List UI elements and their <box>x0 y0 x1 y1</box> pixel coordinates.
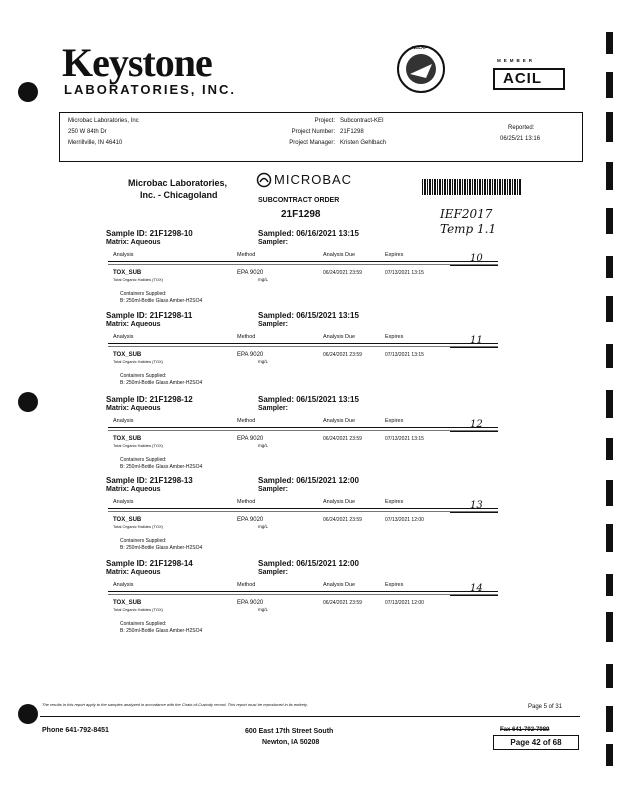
edge-tab <box>606 32 613 54</box>
analysis-due: 06/24/2021 23:59 <box>323 436 362 442</box>
handwritten-sample-mark: 13 <box>470 500 483 511</box>
analysis-description: Total Organic Halides (TOX) <box>113 607 163 612</box>
order-title: SUBCONTRACT ORDER <box>258 197 340 204</box>
col-expires: Expires <box>385 418 404 424</box>
container: B: 250ml-Bottle Glass Amber-H2SO4 <box>120 545 203 551</box>
col-expires: Expires <box>385 582 404 588</box>
edge-tab <box>606 112 613 142</box>
col-analysis-due: Analysis Due <box>323 252 356 258</box>
analysis-code: TOX_SUB <box>113 436 142 442</box>
analysis-due: 06/24/2021 23:59 <box>323 270 362 276</box>
col-method: Method <box>237 334 256 340</box>
nelap-seal-text: NELAP <box>412 45 428 50</box>
unit: mg/L <box>258 277 269 282</box>
footer-address-2: Newton, IA 50208 <box>262 739 320 746</box>
sample-id: Sample ID: 21F1298-13 <box>106 476 193 485</box>
edge-tab <box>606 344 613 368</box>
handwritten-underline <box>450 431 498 432</box>
expires: 07/13/2021 13:15 <box>385 352 424 358</box>
col-method: Method <box>237 418 256 424</box>
handwritten-underline <box>450 512 498 513</box>
expires: 07/13/2021 12:00 <box>385 600 424 606</box>
containers-label: Containers Supplied: <box>120 621 167 627</box>
col-expires: Expires <box>385 499 404 505</box>
footer-rule <box>40 716 580 717</box>
sampler: Sampler: <box>258 405 288 412</box>
project-number-label: Project Number: <box>291 129 335 135</box>
acil-badge-label: ACIL <box>503 70 542 87</box>
edge-tab <box>606 296 613 322</box>
col-method: Method <box>237 252 256 258</box>
containers-label: Containers Supplied: <box>120 373 167 379</box>
expires: 07/13/2021 13:15 <box>385 436 424 442</box>
edge-tab <box>606 706 613 732</box>
sample-id: Sample ID: 21F1298-14 <box>106 559 193 568</box>
header-rule <box>108 261 498 262</box>
analysis-code: TOX_SUB <box>113 270 142 276</box>
col-method: Method <box>237 499 256 505</box>
lab-name: Microbac Laboratories, Inc <box>68 118 139 124</box>
unit: mg/L <box>258 359 269 364</box>
col-analysis: Analysis <box>113 334 134 340</box>
col-analysis-due: Analysis Due <box>323 582 356 588</box>
container: B: 250ml-Bottle Glass Amber-H2SO4 <box>120 380 203 386</box>
page-box: Page 42 of 68 <box>493 735 579 750</box>
footer-fax: Fax 641-792-7989 <box>500 727 550 733</box>
analysis-description: Total Organic Halides (TOX) <box>113 277 163 282</box>
project-value: Subcontract-KEI <box>340 118 384 124</box>
matrix: Matrix: Aqueous <box>106 486 161 493</box>
analysis-description: Total Organic Halides (TOX) <box>113 443 163 448</box>
sampler: Sampler: <box>258 569 288 576</box>
containers-label: Containers Supplied: <box>120 457 167 463</box>
container: B: 250ml-Bottle Glass Amber-H2SO4 <box>120 464 203 470</box>
handwritten-sample-mark: 12 <box>470 419 483 430</box>
col-method: Method <box>237 582 256 588</box>
edge-tab <box>606 574 613 596</box>
project-manager-value: Kristen Gehlbach <box>340 140 387 146</box>
containers-label: Containers Supplied: <box>120 538 167 544</box>
header-rule <box>108 511 498 512</box>
edge-tab <box>606 612 613 642</box>
header-rule <box>108 343 498 344</box>
microbac-logo-icon <box>256 172 272 188</box>
col-analysis-due: Analysis Due <box>323 499 356 505</box>
analysis-code: TOX_SUB <box>113 352 142 358</box>
method: EPA 9020 <box>237 436 264 442</box>
method: EPA 9020 <box>237 352 264 358</box>
matrix: Matrix: Aqueous <box>106 321 161 328</box>
company-logo-subtitle: LABORATORIES, INC. <box>64 82 237 97</box>
sampled-date: Sampled: 06/15/2021 12:00 <box>258 559 359 568</box>
analysis-due: 06/24/2021 23:59 <box>323 517 362 523</box>
unit: mg/L <box>258 607 269 612</box>
handwritten-note-2: Temp 1.1 <box>440 222 497 236</box>
sampled-date: Sampled: 06/15/2021 13:15 <box>258 395 359 404</box>
reported-label: Reported: <box>508 125 535 131</box>
edge-tab <box>606 524 613 552</box>
binder-hole <box>18 392 38 412</box>
col-analysis-due: Analysis Due <box>323 334 356 340</box>
method: EPA 9020 <box>237 600 264 606</box>
col-expires: Expires <box>385 252 404 258</box>
edge-tab <box>606 744 613 766</box>
method: EPA 9020 <box>237 270 264 276</box>
handwritten-underline <box>450 265 498 266</box>
analysis-description: Total Organic Halides (TOX) <box>113 359 163 364</box>
analysis-due: 06/24/2021 23:59 <box>323 600 362 606</box>
sampler: Sampler: <box>258 321 288 328</box>
company-logo: Keystone <box>62 40 212 85</box>
col-expires: Expires <box>385 334 404 340</box>
acil-badge-top: MEMBER <box>497 58 535 63</box>
project-number-value: 21F1298 <box>340 129 364 135</box>
order-number: 21F1298 <box>281 209 321 220</box>
footer-phone: Phone 641-792-8451 <box>42 727 109 734</box>
report-header-box <box>59 112 583 162</box>
col-analysis: Analysis <box>113 499 134 505</box>
col-analysis: Analysis <box>113 252 134 258</box>
col-analysis: Analysis <box>113 582 134 588</box>
footer-address-1: 600 East 17th Street South <box>245 728 334 735</box>
edge-tab <box>606 72 613 98</box>
unit: mg/L <box>258 524 269 529</box>
sampler: Sampler: <box>258 486 288 493</box>
header-rule <box>108 430 498 431</box>
edge-tab <box>606 162 613 190</box>
handwritten-underline <box>450 595 498 596</box>
sampled-date: Sampled: 06/15/2021 12:00 <box>258 476 359 485</box>
binder-hole <box>18 82 38 102</box>
project-manager-label: Project Manager: <box>289 140 335 146</box>
analysis-code: TOX_SUB <box>113 600 142 606</box>
edge-tab <box>606 390 613 418</box>
footer-disclaimer: The results in this report apply to the samples analyzed in accordance with the Chain-of-Custody record. This report must be reproduced in its entirety. <box>42 702 308 707</box>
col-analysis-due: Analysis Due <box>323 418 356 424</box>
order-lab-name-2: Inc. - Chicagoland <box>140 190 218 200</box>
sample-id: Sample ID: 21F1298-10 <box>106 229 193 238</box>
footer-page-of: Page 5 of 31 <box>528 704 563 710</box>
handwritten-sample-mark: 11 <box>470 335 483 346</box>
analysis-description: Total Organic Halides (TOX) <box>113 524 163 529</box>
barcode <box>422 179 522 195</box>
header-rule <box>108 264 498 265</box>
sampler: Sampler: <box>258 239 288 246</box>
analysis-code: TOX_SUB <box>113 517 142 523</box>
edge-tab <box>606 664 613 688</box>
matrix: Matrix: Aqueous <box>106 569 161 576</box>
edge-tab <box>606 208 613 234</box>
project-label: Project: <box>314 118 335 124</box>
header-rule <box>108 346 498 347</box>
method: EPA 9020 <box>237 517 264 523</box>
edge-tab <box>606 256 613 278</box>
acil-badge <box>493 58 565 90</box>
sample-id: Sample ID: 21F1298-12 <box>106 395 193 404</box>
lab-address-2: Merrillville, IN 46410 <box>68 140 123 146</box>
handwritten-sample-mark: 14 <box>470 583 483 594</box>
binder-hole <box>18 704 38 724</box>
order-lab-name-1: Microbac Laboratories, <box>128 178 228 188</box>
handwritten-note-1: IEF2017 <box>440 207 493 221</box>
matrix: Matrix: Aqueous <box>106 239 161 246</box>
sample-id: Sample ID: 21F1298-11 <box>106 311 193 320</box>
edge-tab <box>606 438 613 460</box>
container: B: 250ml-Bottle Glass Amber-H2SO4 <box>120 298 203 304</box>
reported-value: 06/25/21 13:16 <box>500 136 541 142</box>
handwritten-sample-mark: 10 <box>470 253 483 264</box>
expires: 07/13/2021 12:00 <box>385 517 424 523</box>
matrix: Matrix: Aqueous <box>106 405 161 412</box>
edge-tab <box>606 480 613 506</box>
nelap-seal-icon <box>396 44 446 94</box>
expires: 07/13/2021 13:15 <box>385 270 424 276</box>
lab-address-1: 250 W 84th Dr <box>68 129 107 135</box>
col-analysis: Analysis <box>113 418 134 424</box>
header-rule <box>108 427 498 428</box>
sampled-date: Sampled: 06/16/2021 13:15 <box>258 229 359 238</box>
handwritten-underline <box>450 347 498 348</box>
microbac-brand: MICROBAC <box>274 172 353 187</box>
header-rule <box>108 591 498 592</box>
header-rule <box>108 594 498 595</box>
analysis-due: 06/24/2021 23:59 <box>323 352 362 358</box>
unit: mg/L <box>258 443 269 448</box>
container: B: 250ml-Bottle Glass Amber-H2SO4 <box>120 628 203 634</box>
header-rule <box>108 508 498 509</box>
containers-label: Containers Supplied: <box>120 291 167 297</box>
sampled-date: Sampled: 06/15/2021 13:15 <box>258 311 359 320</box>
